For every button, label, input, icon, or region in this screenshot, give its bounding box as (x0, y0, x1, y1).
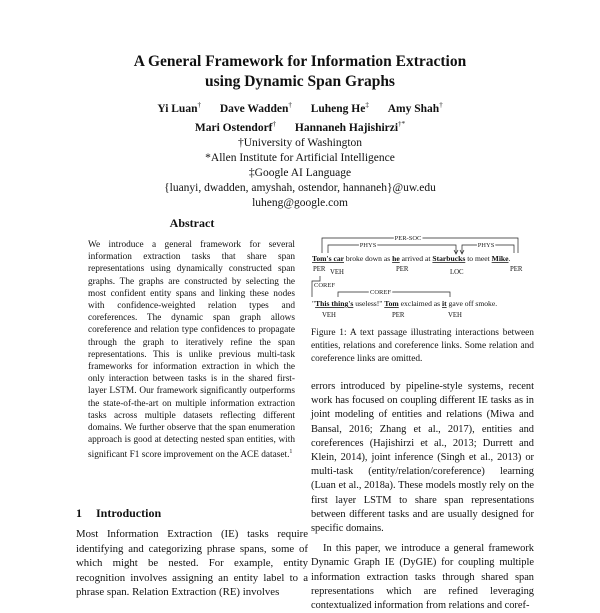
email: {luanyi, dwadden, amyshah, ostendor, hannaneh}@uw.edu (164, 181, 436, 194)
author: Amy Shah† (387, 101, 443, 115)
paragraph: In this paper, we introduce a general framework Dynamic Graph IE (DyGIE) for coupling multiple information extraction tasks through shared span representations which are refined leveraging contextualized information from relations and coref- (311, 543, 534, 612)
entity-label: PER (313, 266, 326, 273)
author: Yi Luan† (157, 101, 201, 115)
entity-label: VEH (330, 269, 344, 276)
phys-arc-left (328, 245, 456, 253)
entity-label: PER (510, 266, 523, 273)
author: Hannaneh Hajishirzi†* (294, 119, 406, 134)
entity-label: PER (396, 266, 409, 273)
entity-label: LOC (450, 269, 464, 276)
author-block (0, 98, 600, 211)
title-line-2: using Dynamic Span Graphs (205, 73, 395, 90)
sentence-1: Tom's car broke down as he arrived at Starbucks to meet Mike. (312, 254, 511, 263)
entity-label: VEH (322, 312, 336, 319)
author: Luheng He‡ (310, 101, 369, 115)
right-column-text (311, 380, 534, 613)
abstract-body (88, 239, 295, 462)
author: Dave Wadden† (219, 101, 292, 115)
section-number: 1 (76, 506, 82, 520)
figure-caption: Figure 1: A text passage illustrating interactions between entities, relations and coreference links. Some relation and coreference links are omitted. (311, 328, 534, 364)
paragraph: errors introduced by pipeline-style systems, recent work has focused on coupling different IE tasks as in joint modeling of entities and relations (Miwa and Bansal, 2016; Zhang et al., 2017), entities and coreferences (Hajishirzi et al., 2013; Durrett and Klein, 2014), joint inference (Singh et al., 2013) or multi-task (entity/relation/coreference) learning (Luan et al., 2018a). These models mostly rely on the first layer LSTM to share span representations between different tasks and are usually designed for specific domains. (311, 381, 534, 535)
affiliation: *Allen Institute for Artificial Intelligence (205, 151, 395, 164)
coref-label-right: COREF (370, 289, 391, 296)
affiliation: †University of Washington (237, 136, 363, 149)
abstract-text: We introduce a general framework for several information extraction tasks that share span representations using dynamically constructed span graphs. The graphs are constructed by selecting the most confident entity spans and linking these nodes with confidence-weighted relation types and coreferences. The dynamic span graph allows coreference and relation type confidences to propagate through the graph to iteratively refine the span representations. This is unlike previous multi-task frameworks for information extraction in which the only interaction between tasks is in the shared first-layer LSTM. Our framework significantly outperforms the state-of-the-art on multiple information extraction tasks across multiple datasets reflecting different domains. We further observe that the span enumeration approach is good at detecting nested span entities, with significant F1 score improvement on the ACE dataset. (88, 240, 295, 461)
coref-label-left: COREF (314, 282, 335, 289)
figure-1 (308, 231, 538, 328)
footnote-mark: 1 (289, 449, 293, 456)
entity-label: VEH (448, 312, 462, 319)
per-soc-label: PER-SOC (394, 235, 422, 242)
section-heading (76, 506, 161, 521)
sentence-2: "This thing's useless!" Tom exclaimed as it gave off smoke. (312, 299, 498, 308)
authors-line-2 (0, 117, 600, 136)
coref-arc-right (338, 292, 450, 297)
author: Mari Ostendorf† (194, 119, 277, 134)
abstract-heading: Abstract (169, 216, 215, 230)
email: luheng@google.com (252, 196, 348, 209)
title-line-1: A General Framework for Information Extraction (133, 53, 467, 70)
introduction-text: Most Information Extraction (IE) tasks require identifying and categorizing phrase spans, some of which might be nested. For example, entity recognition involves assigning an entity label to a phrase span. Relation Extraction (RE) involves (76, 528, 308, 598)
entity-label: PER (392, 312, 405, 319)
figure-diagram (308, 231, 538, 323)
phys-label-right: PHYS (477, 242, 495, 249)
section-title: Introduction (96, 506, 162, 520)
paper-title (0, 52, 600, 92)
authors-line-1 (0, 98, 600, 117)
phys-label-left: PHYS (359, 242, 377, 249)
affiliation: ‡Google AI Language (248, 166, 352, 179)
